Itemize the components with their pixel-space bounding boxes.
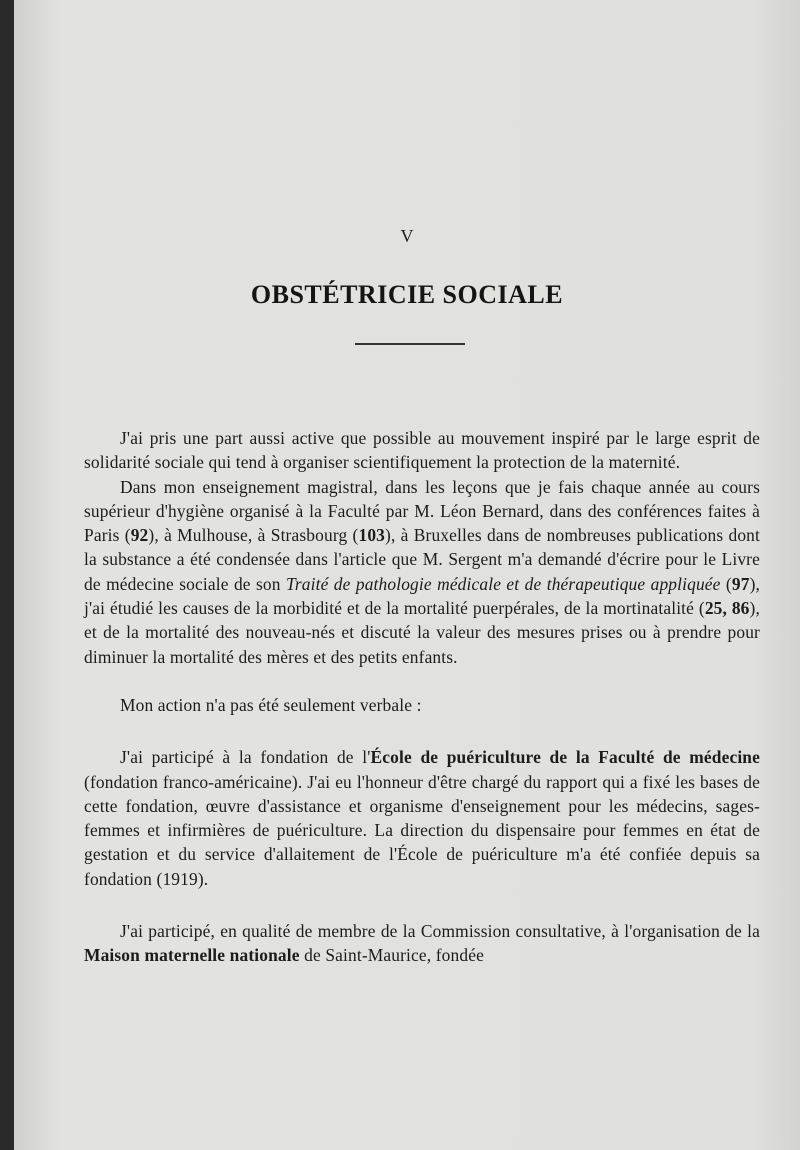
body-text — [84, 426, 760, 968]
paragraph-1: J'ai pris une part aussi active que possible au mouvement inspiré par le large esprit de solidarité sociale qui tend à organiser scientifiquement la protection de la maternité. — [84, 428, 760, 473]
institution-name-bold: Maison maternelle nationale — [84, 945, 300, 966]
reference-number: 97 — [731, 573, 750, 594]
paragraph-2-text: ), à Bruxelles dans de nombreuses publications dont la substance a été condensée dans l'article que M. Sergent m'a demandé d'écrire pour le Livre de médecine sociale de son — [84, 525, 760, 594]
paragraph-2-text: Dans mon enseignement magistral, dans les leçons que je fais chaque année au cours supérieur d'hygiène organisé à la Faculté par M. Léon Bernard, dans des conférences faites à Paris ( — [84, 476, 760, 546]
paragraph-4-text: (fondation franco-américaine). J'ai eu l'honneur d'être chargé du rapport qui a fixé les bases de cette fondation, œuvre d'assistance et organisme d'enseignement pour les médecins, sages-femmes et infirmières de puériculture. La direction du dispensaire pour femmes en état de gestation et du service d'allaitement de l'École de puériculture m'a été confiée depuis sa fondation (1919). — [84, 771, 760, 889]
title-rule — [355, 343, 465, 345]
paragraph-2-text: ), j'ai étudié les causes de la morbidité et de la mortalité puerpérales, de la mortinatalité ( — [84, 573, 761, 619]
paragraph-5-text: J'ai participé, en qualité de membre de la Commission consultative, à l'organisation de la — [120, 921, 760, 942]
book-title-italic: Traité de pathologie médicale et de thérapeutique appliquée — [285, 573, 721, 594]
reference-number: 25, 86 — [704, 598, 750, 619]
book-page — [14, 0, 800, 1150]
reference-number: 92 — [130, 525, 149, 546]
chapter-number: V — [400, 226, 414, 246]
paragraph-2-text: ), et de la mortalité des nouveau-nés et discuté la valeur des mesures prises ou à prendre pour diminuer la mortalité des mères et des petits enfants. — [84, 598, 760, 667]
paragraph-5 — [84, 919, 760, 968]
paragraph-4-text: J'ai participé à la fondation de l' — [120, 747, 371, 768]
paragraph-3: Mon action n'a pas été seulement verbale : — [120, 694, 422, 715]
chapter-title: OBSTÉTRICIE SOCIALE — [250, 280, 564, 309]
paragraph-5-text: de Saint-Maurice, fondée — [299, 945, 484, 966]
school-name-bold: École de puériculture de la Faculté de médecine — [370, 747, 760, 768]
paragraph-2-text: ( — [720, 573, 732, 594]
reference-number: 103 — [358, 525, 386, 546]
paragraph-4 — [84, 745, 760, 891]
paragraph-2 — [84, 475, 760, 669]
paragraph-2-text: ), à Mulhouse, à Strasbourg ( — [148, 525, 359, 546]
